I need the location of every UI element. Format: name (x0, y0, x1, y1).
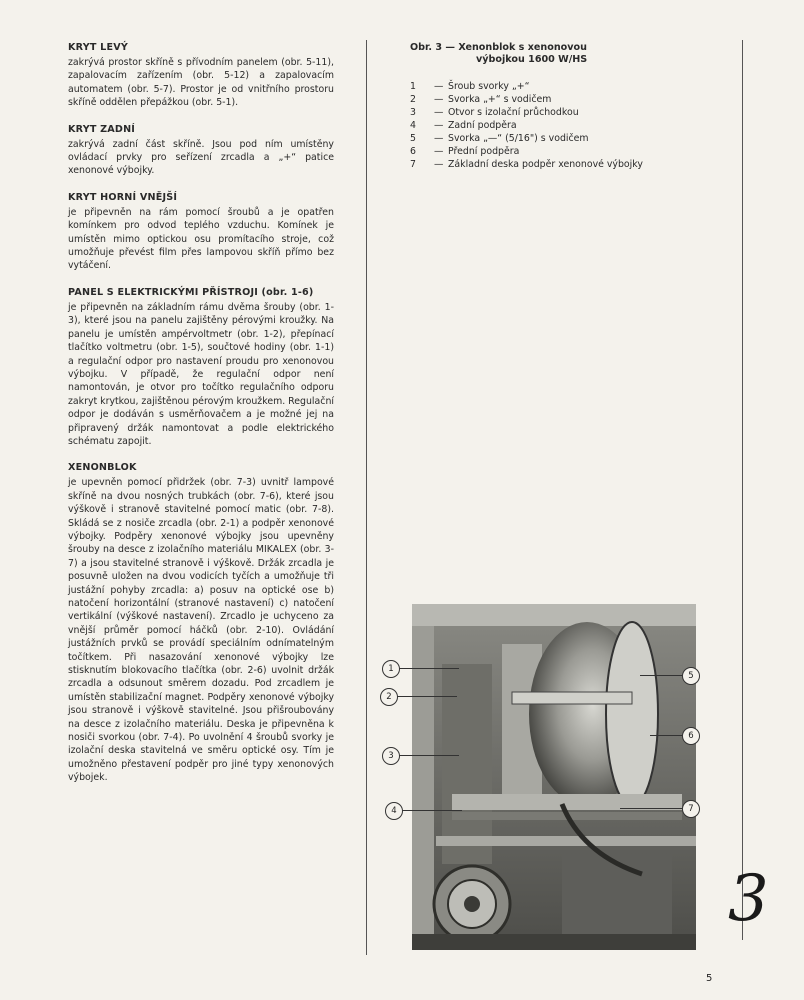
section-text: zakrývá prostor skříně s přívodním panelem (obr. 5-11), zapalovacím zařízením (obr. 5-12) a zapalovacím automatem (obr. 5-7). Prostor je od vnitřního prostoru skříně oddělen přepážkou (obr. 5-1). (68, 57, 334, 109)
legend-item: 5 — Svorka „—“ (5/16") s vodičem (410, 133, 589, 144)
section-kryt-horni (68, 192, 334, 273)
section-heading: KRYT HORNÍ VNĚJŠÍ (68, 191, 178, 203)
figure-title-line2: výbojkou 1600 W/HS (476, 54, 588, 65)
column-divider (366, 40, 367, 955)
figure-caption (410, 42, 650, 171)
leader-line-3 (399, 755, 459, 756)
leader-line-1 (399, 668, 459, 669)
section-panel (68, 287, 334, 448)
figure-legend (410, 80, 650, 171)
right-divider (742, 40, 743, 940)
leader-line-7 (620, 808, 682, 809)
callout-2: 2 (380, 688, 398, 706)
legend-item: 7 — Základní deska podpěr xenonové výbojky (410, 159, 643, 170)
legend-item: 3 — Otvor s izolační průchodkou (410, 107, 579, 118)
callout-6: 6 (682, 727, 700, 745)
legend-item: 4 — Zadní podpěra (410, 120, 517, 131)
leader-line-4 (402, 810, 462, 811)
xenonblok-illustration (412, 604, 696, 950)
leader-line-6 (650, 735, 682, 736)
section-kryt-levy (68, 42, 334, 110)
section-heading: KRYT LEVÝ (68, 42, 128, 53)
legend-item: 1 — Šroub svorky „+“ (410, 81, 530, 92)
page-number: 5 (706, 973, 713, 984)
legend-item: 6 — Přední podpěra (410, 146, 520, 157)
figure-title (410, 42, 650, 66)
figure-title-line1: Obr. 3 — Xenonblok s xenonovou (410, 42, 587, 53)
leader-line-2 (397, 696, 457, 697)
legend-item: 2 — Svorka „+“ s vodičem (410, 94, 552, 105)
callout-4: 4 (385, 802, 403, 820)
section-text: je připevněn na rám pomocí šroubů a je opatřen komínkem pro odvod teplého vzduchu. Komínek je umístěn mimo optickou osu promítacího stroje, což umožňuje převést film přes lampovou skříň přímo bez vytáčení. (68, 206, 334, 272)
section-xenonblok (68, 462, 334, 784)
left-column (68, 42, 334, 799)
leader-line-5 (640, 675, 682, 676)
section-heading: PANEL S ELEKTRICKÝMI PŘÍSTROJI (obr. 1-6) (68, 286, 314, 298)
callout-3: 3 (382, 747, 400, 765)
xenonblok-photo (412, 604, 696, 950)
callout-7: 7 (682, 800, 700, 818)
section-text: zakrývá zadní část skříně. Jsou pod ním umístěny ovládací prvky pro seřízení zrcadla a „+“ patice xenonové výbojky. (68, 138, 334, 177)
callout-5: 5 (682, 667, 700, 685)
section-kryt-zadni (68, 124, 334, 178)
section-text: je upevněn pomocí přidržek (obr. 7-3) uvnitř lampové skříně na dvou nosných trubkách (obr. 7-6), které jsou výškově i stranově stavitelné pomocí matic (obr. 7-8). Skládá se z nosiče zrcadla (obr. 2-1) a podpěr xenonové výbojky. Podpěry xenonové výbojky jsou upevněny šrouby na desce z izolačního materiálu MIKALEX (obr. 3-7) a jsou stavitelné stranově i výškově. Držák zrcadla je posuvně uložen na dvou vodicích tyčích a umožňuje tři justážní pohyby zrcadla: a) posuv na optické ose b) natočení horizontální (stranové nastavení) c) natočení vertikální (výškové nastavení). Zrcadlo je uchyceno za vnější průměr pomocí háčků (obr. 2-10). Ovládání justážních prvků se provádí speciálním odnímatelným točítkem. Při nasazování xenonové výbojky lze stisknutím blokovacího tlačítka (obr. 2-6) uvolnit držák zrcadla a odsunout směrem dozadu. Pod zrcadlem je umístěn stabilizační magnet. Podpěry xenonové výbojky jsou stranově i výškově stavitelné. Jsou přišroubovány na desce z izolačního materiálu. Deska je připevněna k nosiči svorkou (obr. 7-4). Po uvolnění 4 šroubů svorky je izolační deska stavitelná ve směru optické osy. Tím je umožněno přestavení podpěr pro jiné typy xenonových výbojek. (68, 477, 334, 784)
section-heading: KRYT ZADNÍ (68, 123, 136, 135)
callout-1: 1 (382, 660, 400, 678)
section-text: je připevněn na základním rámu dvěma šrouby (obr. 1-3), které jsou na panelu zajištěny pérovými kroužky. Na panelu je umístěn ampérvoltmetr (obr. 1-2), přepínací tlačítko voltmetru (obr. 1-5), součtové hodiny (obr. 1-1) a regulační odpor pro nastavení proudu pro xenonovou výbojku. V případě, že regulační odpor není namontován, je otvor pro točítko regulačního odporu zakryt krytkou, zajištěnou pérovým kroužkem. Regulační odpor je dodáván s usměrňovačem a je možné jej na připravený držák namontovat a podle elektrického schématu zapojit. (68, 301, 334, 447)
chapter-number: 3 (728, 862, 769, 936)
section-heading: XENONBLOK (68, 462, 137, 474)
